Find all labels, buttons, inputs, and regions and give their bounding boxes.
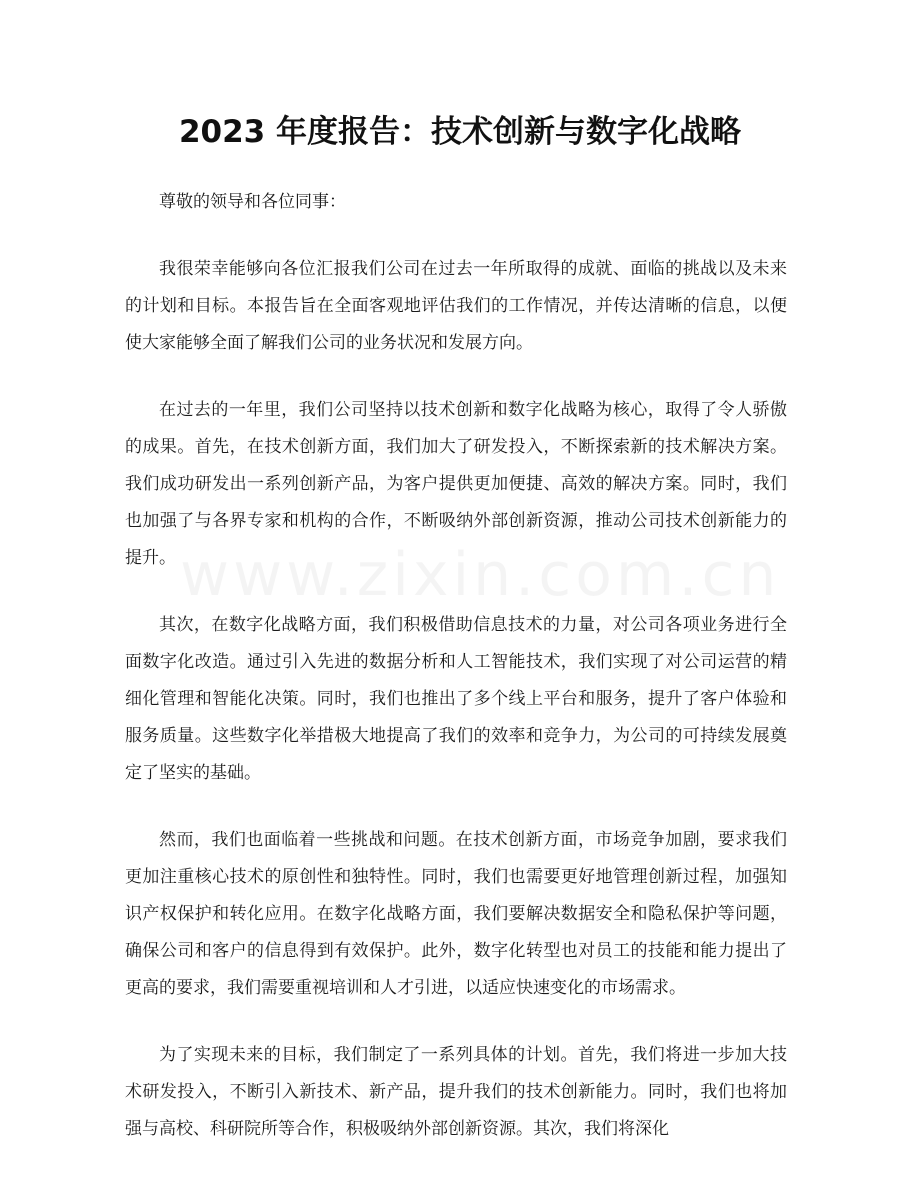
paragraph-plans: 为了实现未来的目标，我们制定了一系列具体的计划。首先，我们将进一步加大技术研发投入，不断引入新技术、新产品，提升我们的技术创新能力。同时，我们也将加强与高校、科研院所等合作，积极吸纳外部创新资源。其次，我们将深化 [125, 1045, 787, 1139]
paragraph-intro: 我很荣幸能够向各位汇报我们公司在过去一年所取得的成就、面临的挑战以及未来的计划和目标。本报告旨在全面客观地评估我们的工作情况，并传达清晰的信息，以便使大家能够全面了解我们公司的业务状况和发展方向。 [125, 259, 787, 353]
salutation: 尊敬的领导和各位同事： [159, 192, 346, 212]
document-body [125, 184, 787, 1178]
document-title: 2023 年度报告：技术创新与数字化战略 [178, 114, 742, 150]
paragraph-digital-strategy: 其次，在数字化战略方面，我们积极借助信息技术的力量，对公司各项业务进行全面数字化改造。通过引入先进的数据分析和人工智能技术，我们实现了对公司运营的精细化管理和智能化决策。同时，我们也推出了多个线上平台和服务，提升了客户体验和服务质量。这些数字化举措极大地提高了我们的效率和竞争力，为公司的可持续发展奠定了坚实的基础。 [125, 615, 787, 783]
paragraph-achievements: 在过去的一年里，我们公司坚持以技术创新和数字化战略为核心，取得了令人骄傲的成果。首先，在技术创新方面，我们加大了研发投入，不断探索新的技术解决方案。我们成功研发出一系列创新产品，为客户提供更加便捷、高效的解决方案。同时，我们也加强了与各界专家和机构的合作，不断吸纳外部创新资源，推动公司技术创新能力的提升。 [125, 400, 787, 568]
paragraph-challenges: 然而，我们也面临着一些挑战和问题。在技术创新方面，市场竞争加剧，要求我们更加注重核心技术的原创性和独特性。同时，我们也需要更好地管理创新过程，加强知识产权保护和转化应用。在数字化战略方面，我们要解决数据安全和隐私保护等问题，确保公司和客户的信息得到有效保护。此外，数字化转型也对员工的技能和能力提出了更高的要求，我们需要重视培训和人才引进，以适应快速变化的市场需求。 [125, 830, 787, 998]
